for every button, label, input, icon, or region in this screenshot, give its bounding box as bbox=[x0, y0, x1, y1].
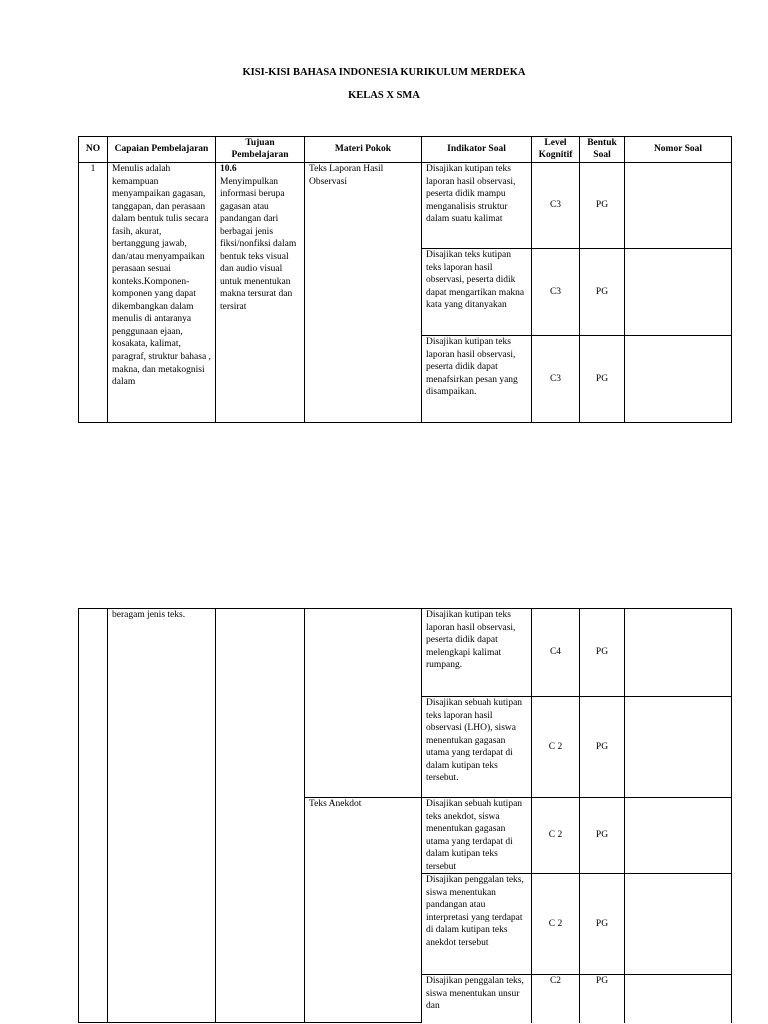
nomor-cell bbox=[625, 874, 732, 975]
document-subtitle: KELAS X SMA bbox=[348, 90, 420, 101]
kisi-kisi-table-page-2 bbox=[78, 608, 732, 1023]
level-cell: C4 bbox=[532, 609, 580, 697]
indikator-cell: Disajikan teks kutipan teks laporan hasil observasi, peserta didik dapat mengartikan makna kata yang ditanyakan bbox=[422, 249, 532, 336]
indikator-cell: Disajikan penggalan teks, siswa menentukan pandangan atau interpretasi yang terdapat di dalam kutipan teks anekdot tersebut bbox=[422, 874, 532, 975]
level-cell: C2 bbox=[532, 975, 580, 1023]
table-header-row bbox=[79, 137, 732, 163]
kisi-kisi-table-page-1 bbox=[78, 136, 732, 423]
capaian-cell: Menulis adalah kemampuan menyampaikan gagasan, tanggapan, dan perasaan dalam bentuk tulis secara fasih, akurat, bertanggung jawab, dan/atau menyampaikan perasaan sesuai konteks.Komponen-komponen yang dapat dikembangkan dalam menulis di antaranya penggunaan ejaan, kosakata, kalimat, paragraf, struktur bahasa , makna, dan metakognisi dalam bbox=[108, 163, 216, 423]
bentuk-cell: PG bbox=[580, 336, 625, 423]
materi-cell-anekdot: Teks Anekdot bbox=[305, 798, 422, 1023]
header-indikator: Indikator Soal bbox=[422, 137, 532, 163]
tujuan-cell bbox=[216, 163, 305, 423]
header-bentuk: Bentuk Soal bbox=[580, 137, 625, 163]
bentuk-cell: PG bbox=[580, 975, 625, 1023]
header-nomor: Nomor Soal bbox=[625, 137, 732, 163]
nomor-cell bbox=[625, 163, 732, 249]
header-no: NO bbox=[79, 137, 108, 163]
indikator-cell: Disajikan kutipan teks laporan hasil observasi, peserta didik dapat melengkapi kalimat rumpang. bbox=[422, 609, 532, 697]
level-cell: C 2 bbox=[532, 798, 580, 874]
nomor-cell bbox=[625, 249, 732, 336]
bentuk-cell: PG bbox=[580, 697, 625, 798]
header-tujuan: Tujuan Pembelajaran bbox=[216, 137, 305, 163]
row-number: 1 bbox=[79, 163, 108, 423]
bentuk-cell: PG bbox=[580, 163, 625, 249]
bentuk-cell: PG bbox=[580, 874, 625, 975]
tujuan-cell bbox=[216, 609, 305, 1023]
level-cell: C 2 bbox=[532, 874, 580, 975]
nomor-cell bbox=[625, 697, 732, 798]
materi-cell bbox=[305, 609, 422, 798]
level-cell: C3 bbox=[532, 163, 580, 249]
bentuk-cell: PG bbox=[580, 609, 625, 697]
table-row bbox=[79, 609, 732, 697]
bentuk-cell: PG bbox=[580, 249, 625, 336]
document-title: KISI-KISI BAHASA INDONESIA KURIKULUM MERDEKA bbox=[242, 67, 526, 78]
indikator-cell: Disajikan kutipan teks laporan hasil observasi, peserta didik mampu menganalisis struktur dalam suatu kalimat bbox=[422, 163, 532, 249]
materi-cell: Teks Laporan Hasil Observasi bbox=[305, 163, 422, 423]
nomor-cell bbox=[625, 975, 732, 1023]
indikator-cell: Disajikan sebuah kutipan teks laporan hasil observasi (LHO), siswa menentukan gagasan utama yang terdapat di dalam kutipan teks tersebut. bbox=[422, 697, 532, 798]
bentuk-cell: PG bbox=[580, 798, 625, 874]
table-row bbox=[79, 163, 732, 249]
nomor-cell bbox=[625, 336, 732, 423]
tujuan-text: Menyimpulkan informasi berupa gagasan atau pandangan dari berbagai jenis fiksi/nonfiksi dalam bentuk teks visual dan audio visual untuk menentukan makna tersurat dan tersirat bbox=[220, 176, 297, 312]
level-cell: C 2 bbox=[532, 697, 580, 798]
indikator-cell: Disajikan kutipan teks laporan hasil observasi, peserta didik dapat menafsirkan pesan yang disampaikan. bbox=[422, 336, 532, 423]
indikator-cell: Disajikan penggalan teks, siswa menentukan unsur dan bbox=[422, 975, 532, 1023]
capaian-cell: beragam jenis teks. bbox=[108, 609, 216, 1023]
tujuan-code: 10.6 bbox=[220, 164, 237, 174]
header-materi: Materi Pokok bbox=[305, 137, 422, 163]
header-capaian: Capaian Pembelajaran bbox=[108, 137, 216, 163]
indikator-cell: Disajikan sebuah kutipan teks anekdot, siswa menentukan gagasan utama yang terdapat di dalam kutipan teks tersebut bbox=[422, 798, 532, 874]
row-number bbox=[79, 609, 108, 1023]
level-cell: C3 bbox=[532, 336, 580, 423]
nomor-cell bbox=[625, 609, 732, 697]
level-cell: C3 bbox=[532, 249, 580, 336]
header-level: Level Kognitif bbox=[532, 137, 580, 163]
nomor-cell bbox=[625, 798, 732, 874]
